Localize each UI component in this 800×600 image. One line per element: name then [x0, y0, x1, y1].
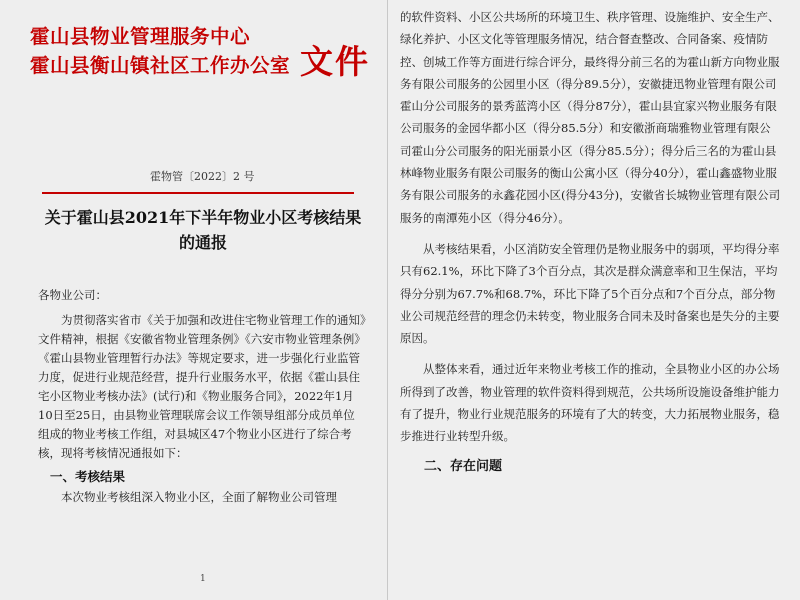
document-number: 霍物管〔2022〕2 号 — [150, 170, 255, 183]
overall-paragraph: 从整体来看，通过近年来物业考核工作的推动，全县物业小区的办公场所得到了改善，物业管理的软件资料得到规范，公共场所设施设备维护能力有了提升，物业行业规范服务的环境有了大的转变，大力拓展物业服务，稳步推进行业转型升级。 — [400, 362, 780, 444]
issuing-organizations — [30, 22, 290, 80]
right-body-text — [400, 6, 782, 478]
document-title: 关于霍山县2021年下半年物业小区考核结果的通报 — [44, 208, 362, 252]
section-heading-results: 一、考核结果 — [50, 469, 126, 484]
intro-paragraph: 为贯彻落实省市《关于加强和改进住宅物业管理工作的通知》文件精神，根据《安徽省物业管理条例》《六安市物业管理条例》《霍山县物业管理暂行办法》等规定要求，进一步强化行业监管力度，促进行业规范经营，提升行业服务水平，依据《霍山县住宅小区物业考核办法》(试行)和《物业服务合同》，2022年1月10日至25日，由县物业管理联席会议工作领导组部分成员单位组成的物业考核工作组，对县城区47个物业小区进行了综合考核，现将考核情况通报如下： — [38, 313, 366, 460]
page-number: 1 — [200, 574, 206, 584]
addressee: 各物业公司： — [38, 288, 107, 302]
results-paragraph-start: 本次物业考核组深入物业小区，全面了解物业公司管理 — [61, 490, 337, 504]
document-word-mark: 文件 — [300, 42, 370, 81]
results-paragraph-continued: 的软件资料、小区公共场所的环境卫生、秩序管理、设施维护、安全生产、绿化养护、小区文化等管理服务情况，结合督查整改、合同备案、疫情防控、创城工作等方面进行综合评分，最终得分前三名的为霍山新方向物业服务有限公司服务的公园里小区（得分89.5分），安徽捷迅物业管理有限公司霍山分公司服务的景秀蓝湾小区（得分87分），霍山县宜家兴物业服务有限公司服务的金园华都小区（得分85.5分）和安徽浙商瑞雅物业管理有限公司霍山分公司服务的阳光丽景小区（得分85.5分）；得分后三名的为霍山县林峰物业服务有限公司服务的衡山公寓小区（得分40分），霍山鑫盛物业服务有限公司服务的永鑫花园小区(得分43分)，安徽省长城物业管理有限公司服务的南潭苑小区（得分46分）。 — [400, 10, 781, 225]
section-heading-problems: 二、存在问题 — [424, 458, 503, 474]
left-body-text — [38, 286, 366, 507]
org-name-line2: 霍山县衡山镇社区工作办公室 — [30, 54, 291, 77]
right-page — [388, 0, 800, 600]
red-divider-line — [42, 192, 354, 194]
analysis-paragraph: 从考核结果看，小区消防安全管理仍是物业服务中的弱项，平均得分率只有62.1%，环比下降了3个百分点，其次是群众满意率和卫生保洁，平均得分分别为67.7%和68.7%，环比下降了5个百分点和7个百分点，部分物业公司规范经营的理念仍未转变，物业服务合同未及时备案也是失分的主要原因。 — [400, 241, 780, 346]
org-name-line1: 霍山县物业管理服务中心 — [30, 25, 251, 48]
left-page — [0, 0, 388, 600]
